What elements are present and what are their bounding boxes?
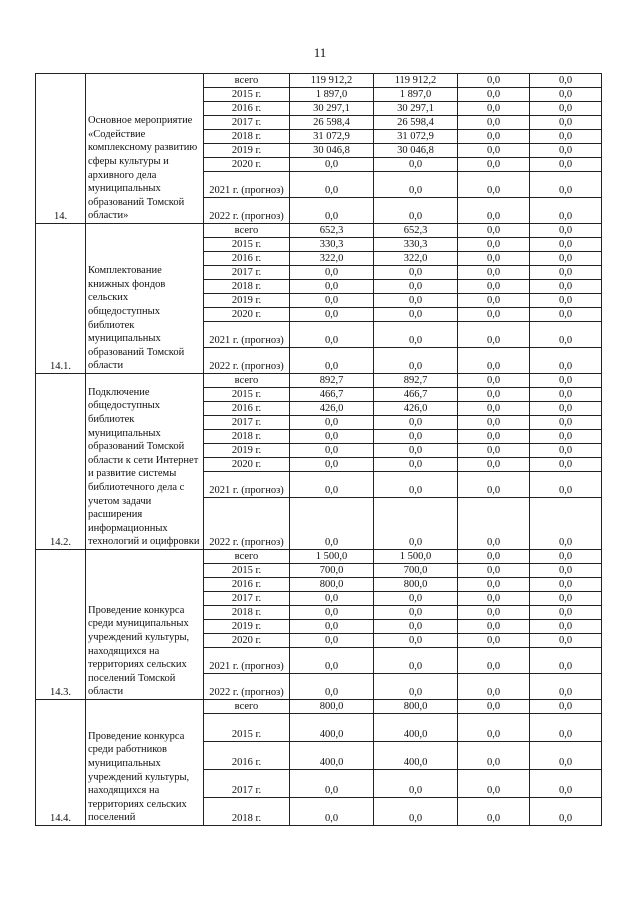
value-cell: 0,0	[458, 648, 530, 674]
value-cell: 0,0	[374, 444, 458, 458]
value-cell: 426,0	[290, 402, 374, 416]
year-cell: 2022 г. (прогноз)	[204, 674, 290, 700]
value-cell: 0,0	[458, 348, 530, 374]
section-number: 14.3.	[36, 550, 86, 700]
value-cell: 0,0	[290, 674, 374, 700]
value-cell: 0,0	[458, 430, 530, 444]
year-cell: 2018 г.	[204, 280, 290, 294]
value-cell: 0,0	[290, 770, 374, 798]
table-row	[36, 224, 602, 238]
value-cell: 0,0	[374, 158, 458, 172]
value-cell: 700,0	[374, 564, 458, 578]
value-cell: 800,0	[374, 578, 458, 592]
value-cell: 400,0	[374, 742, 458, 770]
value-cell: 0,0	[374, 416, 458, 430]
value-cell: 0,0	[290, 498, 374, 550]
value-cell: 26 598,4	[290, 116, 374, 130]
value-cell: 0,0	[290, 172, 374, 198]
year-cell: 2017 г.	[204, 770, 290, 798]
value-cell: 0,0	[458, 402, 530, 416]
value-cell: 0,0	[530, 700, 602, 714]
value-cell: 0,0	[290, 198, 374, 224]
value-cell: 466,7	[290, 388, 374, 402]
year-cell: всего	[204, 74, 290, 88]
value-cell: 0,0	[290, 266, 374, 280]
value-cell: 0,0	[458, 564, 530, 578]
section-number: 14.2.	[36, 374, 86, 550]
value-cell: 0,0	[458, 130, 530, 144]
year-cell: всего	[204, 700, 290, 714]
value-cell: 330,3	[290, 238, 374, 252]
value-cell: 652,3	[374, 224, 458, 238]
year-cell: 2019 г.	[204, 620, 290, 634]
value-cell: 0,0	[458, 74, 530, 88]
value-cell: 0,0	[530, 102, 602, 116]
value-cell: 0,0	[458, 374, 530, 388]
value-cell: 0,0	[290, 606, 374, 620]
value-cell: 0,0	[290, 294, 374, 308]
value-cell: 0,0	[530, 714, 602, 742]
value-cell: 400,0	[290, 714, 374, 742]
section-number: 14.1.	[36, 224, 86, 374]
value-cell: 0,0	[458, 472, 530, 498]
value-cell: 0,0	[530, 606, 602, 620]
value-cell: 0,0	[374, 348, 458, 374]
year-cell: 2021 г. (прогноз)	[204, 322, 290, 348]
year-cell: 2018 г.	[204, 798, 290, 826]
value-cell: 26 598,4	[374, 116, 458, 130]
value-cell: 0,0	[374, 458, 458, 472]
value-cell: 119 912,2	[290, 74, 374, 88]
year-cell: 2019 г.	[204, 444, 290, 458]
value-cell: 322,0	[290, 252, 374, 266]
value-cell: 0,0	[530, 322, 602, 348]
value-cell: 0,0	[374, 280, 458, 294]
value-cell: 0,0	[458, 498, 530, 550]
year-cell: 2015 г.	[204, 714, 290, 742]
value-cell: 0,0	[530, 294, 602, 308]
value-cell: 30 046,8	[290, 144, 374, 158]
value-cell: 0,0	[374, 648, 458, 674]
year-cell: 2017 г.	[204, 116, 290, 130]
value-cell: 0,0	[290, 798, 374, 826]
value-cell: 0,0	[458, 322, 530, 348]
value-cell: 800,0	[374, 700, 458, 714]
value-cell: 0,0	[530, 374, 602, 388]
value-cell: 0,0	[290, 158, 374, 172]
value-cell: 0,0	[458, 88, 530, 102]
value-cell: 0,0	[458, 700, 530, 714]
value-cell: 0,0	[530, 308, 602, 322]
value-cell: 0,0	[458, 158, 530, 172]
year-cell: 2016 г.	[204, 402, 290, 416]
value-cell: 0,0	[530, 266, 602, 280]
value-cell: 0,0	[374, 322, 458, 348]
value-cell: 0,0	[530, 430, 602, 444]
year-cell: 2016 г.	[204, 578, 290, 592]
value-cell: 330,3	[374, 238, 458, 252]
value-cell: 0,0	[458, 714, 530, 742]
year-cell: 2016 г.	[204, 102, 290, 116]
value-cell: 0,0	[530, 578, 602, 592]
value-cell: 0,0	[458, 550, 530, 564]
value-cell: 0,0	[530, 458, 602, 472]
section-number: 14.	[36, 74, 86, 224]
value-cell: 0,0	[530, 498, 602, 550]
value-cell: 0,0	[458, 308, 530, 322]
year-cell: 2022 г. (прогноз)	[204, 498, 290, 550]
value-cell: 0,0	[458, 592, 530, 606]
value-cell: 0,0	[290, 322, 374, 348]
value-cell: 0,0	[290, 648, 374, 674]
value-cell: 0,0	[374, 472, 458, 498]
value-cell: 0,0	[530, 158, 602, 172]
value-cell: 0,0	[290, 430, 374, 444]
value-cell: 0,0	[374, 172, 458, 198]
value-cell: 0,0	[290, 620, 374, 634]
value-cell: 0,0	[530, 348, 602, 374]
value-cell: 0,0	[374, 634, 458, 648]
section-name: Комплектование книжных фондов сельских общедоступных библиотек муниципальных образований Томской области	[86, 224, 204, 374]
value-cell: 0,0	[374, 266, 458, 280]
value-cell: 0,0	[458, 444, 530, 458]
year-cell: 2017 г.	[204, 592, 290, 606]
value-cell: 0,0	[374, 430, 458, 444]
value-cell: 0,0	[290, 634, 374, 648]
value-cell: 0,0	[530, 388, 602, 402]
value-cell: 0,0	[530, 550, 602, 564]
value-cell: 30 297,1	[374, 102, 458, 116]
budget-table	[35, 73, 602, 826]
value-cell: 0,0	[374, 770, 458, 798]
value-cell: 0,0	[374, 620, 458, 634]
value-cell: 0,0	[290, 308, 374, 322]
year-cell: 2015 г.	[204, 388, 290, 402]
value-cell: 0,0	[530, 592, 602, 606]
value-cell: 426,0	[374, 402, 458, 416]
value-cell: 0,0	[530, 144, 602, 158]
value-cell: 400,0	[290, 742, 374, 770]
year-cell: всего	[204, 374, 290, 388]
value-cell: 1 897,0	[290, 88, 374, 102]
value-cell: 0,0	[458, 388, 530, 402]
table-row	[36, 74, 602, 88]
value-cell: 0,0	[458, 266, 530, 280]
year-cell: всего	[204, 550, 290, 564]
value-cell: 0,0	[458, 116, 530, 130]
value-cell: 0,0	[530, 444, 602, 458]
section-number: 14.4.	[36, 700, 86, 826]
value-cell: 400,0	[374, 714, 458, 742]
value-cell: 0,0	[530, 88, 602, 102]
section-name: Проведение конкурса среди муниципальных учреждений культуры, находящихся на территориях сельских поселений Томской области	[86, 550, 204, 700]
value-cell: 31 072,9	[290, 130, 374, 144]
year-cell: 2021 г. (прогноз)	[204, 648, 290, 674]
value-cell: 0,0	[530, 172, 602, 198]
value-cell: 1 500,0	[290, 550, 374, 564]
year-cell: 2022 г. (прогноз)	[204, 198, 290, 224]
page-number: 11	[313, 45, 327, 60]
year-cell: 2018 г.	[204, 606, 290, 620]
value-cell: 0,0	[530, 198, 602, 224]
value-cell: 0,0	[458, 742, 530, 770]
table-row	[36, 550, 602, 564]
value-cell: 0,0	[530, 620, 602, 634]
value-cell: 892,7	[374, 374, 458, 388]
value-cell: 0,0	[374, 798, 458, 826]
value-cell: 800,0	[290, 578, 374, 592]
table-row	[36, 700, 602, 714]
value-cell: 0,0	[290, 592, 374, 606]
value-cell: 0,0	[374, 674, 458, 700]
value-cell: 0,0	[290, 444, 374, 458]
value-cell: 0,0	[458, 458, 530, 472]
year-cell: 2019 г.	[204, 144, 290, 158]
section-name: Проведение конкурса среди работников муниципальных учреждений культуры, находящихся на территориях сельских поселений	[86, 700, 204, 826]
value-cell: 0,0	[530, 74, 602, 88]
value-cell: 0,0	[530, 238, 602, 252]
value-cell: 0,0	[458, 798, 530, 826]
value-cell: 0,0	[290, 280, 374, 294]
year-cell: всего	[204, 224, 290, 238]
value-cell: 0,0	[458, 634, 530, 648]
value-cell: 0,0	[374, 498, 458, 550]
value-cell: 0,0	[458, 578, 530, 592]
year-cell: 2017 г.	[204, 266, 290, 280]
year-cell: 2016 г.	[204, 742, 290, 770]
value-cell: 0,0	[530, 472, 602, 498]
value-cell: 0,0	[530, 770, 602, 798]
value-cell: 0,0	[458, 144, 530, 158]
value-cell: 0,0	[458, 280, 530, 294]
value-cell: 0,0	[530, 634, 602, 648]
value-cell: 0,0	[458, 606, 530, 620]
value-cell: 0,0	[530, 564, 602, 578]
value-cell: 700,0	[290, 564, 374, 578]
value-cell: 0,0	[530, 674, 602, 700]
value-cell: 322,0	[374, 252, 458, 266]
value-cell: 0,0	[458, 770, 530, 798]
year-cell: 2018 г.	[204, 130, 290, 144]
year-cell: 2018 г.	[204, 430, 290, 444]
value-cell: 0,0	[458, 252, 530, 266]
value-cell: 0,0	[374, 606, 458, 620]
value-cell: 1 500,0	[374, 550, 458, 564]
value-cell: 1 897,0	[374, 88, 458, 102]
value-cell: 0,0	[530, 648, 602, 674]
year-cell: 2016 г.	[204, 252, 290, 266]
year-cell: 2020 г.	[204, 308, 290, 322]
value-cell: 0,0	[458, 674, 530, 700]
value-cell: 0,0	[530, 116, 602, 130]
year-cell: 2021 г. (прогноз)	[204, 472, 290, 498]
value-cell: 0,0	[530, 798, 602, 826]
value-cell: 30 297,1	[290, 102, 374, 116]
year-cell: 2022 г. (прогноз)	[204, 348, 290, 374]
value-cell: 0,0	[530, 402, 602, 416]
value-cell: 0,0	[530, 280, 602, 294]
value-cell: 0,0	[458, 416, 530, 430]
value-cell: 0,0	[530, 130, 602, 144]
value-cell: 0,0	[458, 620, 530, 634]
section-name: Подключение общедоступных библиотек муниципальных образований Томской области к сети Интернет и развитие системы библиотечного дела с учетом задачи расширения информационных технологий и оцифровки	[86, 374, 204, 550]
value-cell: 30 046,8	[374, 144, 458, 158]
value-cell: 0,0	[458, 102, 530, 116]
value-cell: 0,0	[530, 742, 602, 770]
value-cell: 892,7	[290, 374, 374, 388]
year-cell: 2019 г.	[204, 294, 290, 308]
value-cell: 0,0	[530, 416, 602, 430]
value-cell: 0,0	[530, 224, 602, 238]
year-cell: 2020 г.	[204, 458, 290, 472]
value-cell: 0,0	[458, 198, 530, 224]
value-cell: 0,0	[458, 224, 530, 238]
value-cell: 800,0	[290, 700, 374, 714]
table-row	[36, 374, 602, 388]
year-cell: 2015 г.	[204, 238, 290, 252]
year-cell: 2017 г.	[204, 416, 290, 430]
value-cell: 652,3	[290, 224, 374, 238]
value-cell: 0,0	[290, 458, 374, 472]
value-cell: 0,0	[458, 172, 530, 198]
section-name: Основное мероприятие «Содействие комплексному развитию сферы культуры и архивного дела муниципальных образований Томской области»	[86, 74, 204, 224]
value-cell: 0,0	[374, 198, 458, 224]
value-cell: 0,0	[374, 294, 458, 308]
value-cell: 0,0	[458, 238, 530, 252]
value-cell: 0,0	[374, 308, 458, 322]
value-cell: 0,0	[530, 252, 602, 266]
year-cell: 2015 г.	[204, 564, 290, 578]
year-cell: 2020 г.	[204, 634, 290, 648]
value-cell: 0,0	[290, 472, 374, 498]
year-cell: 2015 г.	[204, 88, 290, 102]
value-cell: 119 912,2	[374, 74, 458, 88]
value-cell: 31 072,9	[374, 130, 458, 144]
value-cell: 0,0	[290, 348, 374, 374]
value-cell: 0,0	[374, 592, 458, 606]
value-cell: 466,7	[374, 388, 458, 402]
value-cell: 0,0	[290, 416, 374, 430]
year-cell: 2020 г.	[204, 158, 290, 172]
year-cell: 2021 г. (прогноз)	[204, 172, 290, 198]
value-cell: 0,0	[458, 294, 530, 308]
